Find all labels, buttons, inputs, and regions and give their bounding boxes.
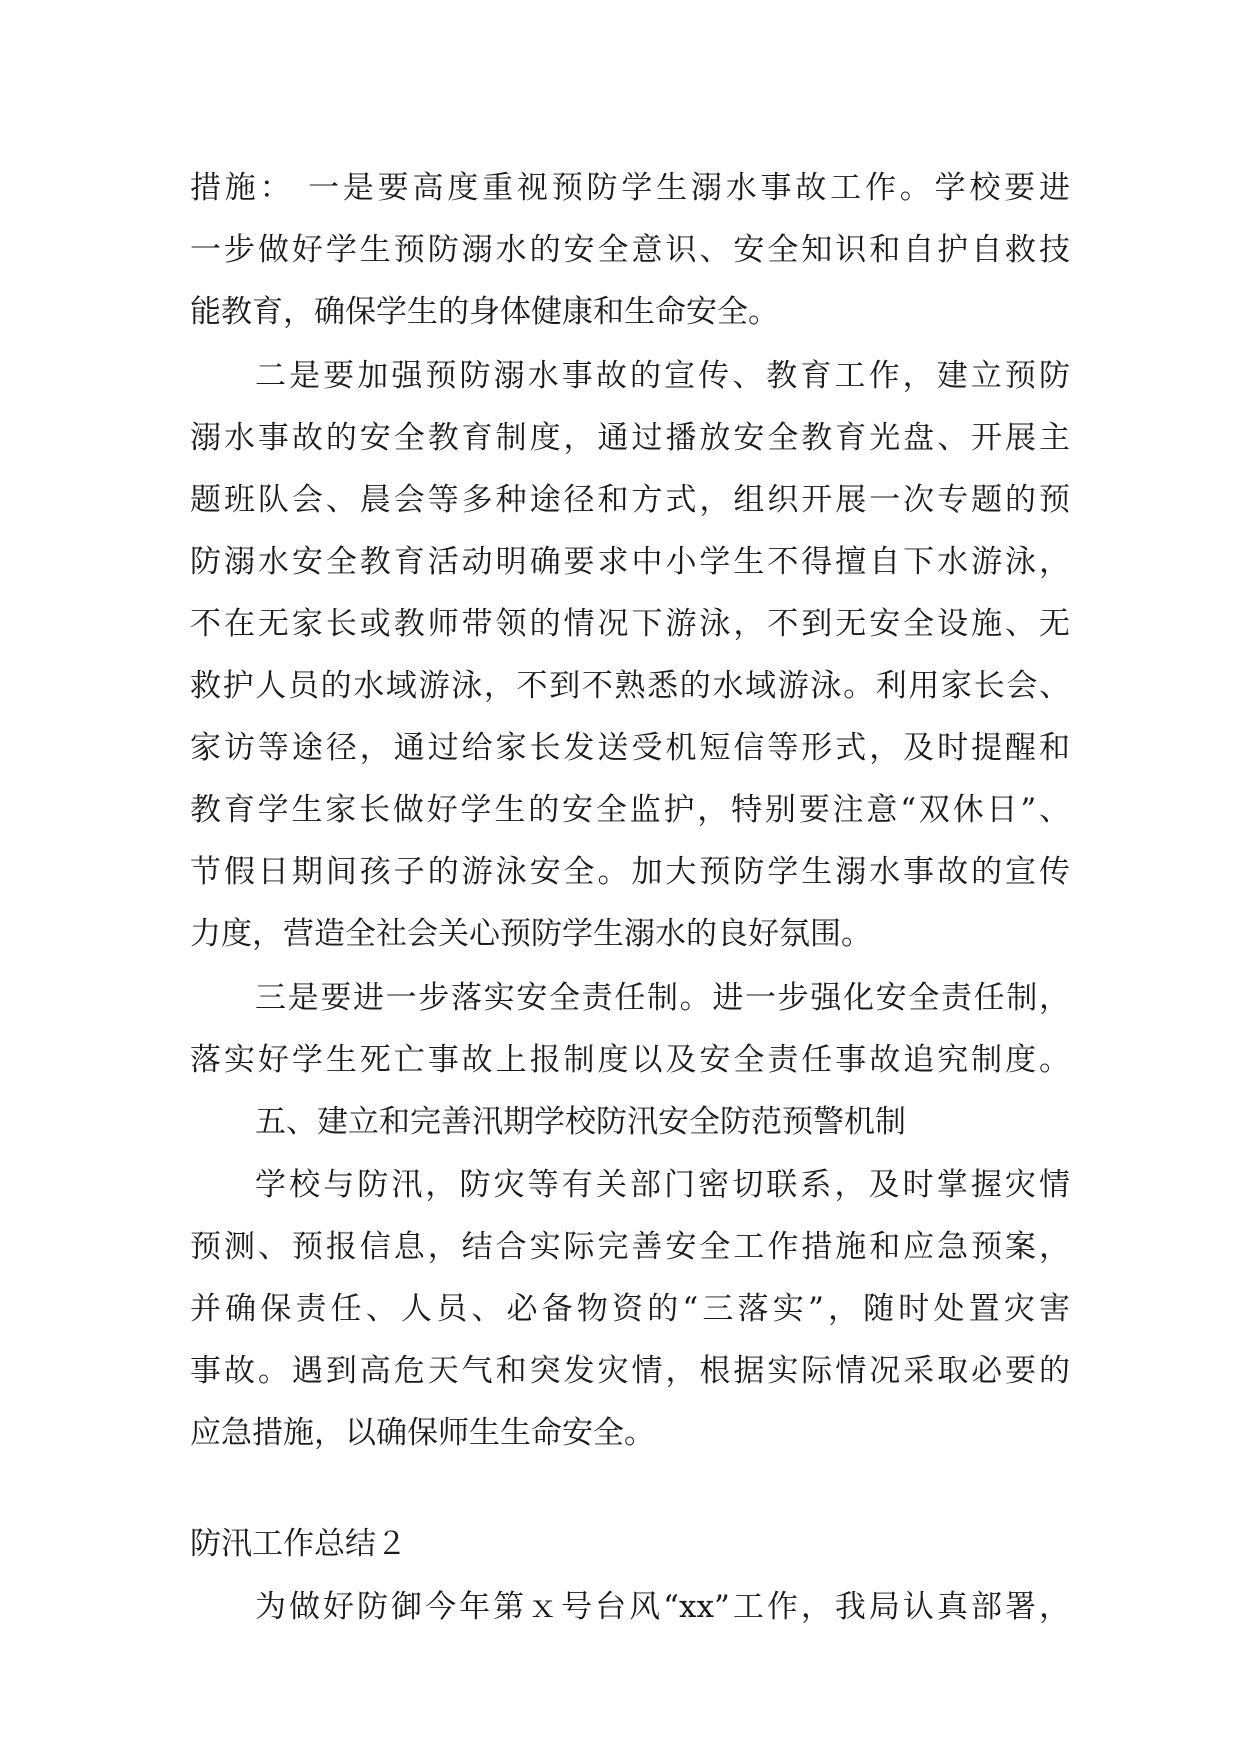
text-line: 应急措施，以确保师生生命安全。 xyxy=(190,1415,655,1451)
text-line: 能教育，确保学生的身体健康和生命安全。 xyxy=(190,294,779,330)
text-line: 一步做好学生预防溺水的安全意识、安全知识和自护自救技 xyxy=(190,232,1070,268)
document-title: 防汛工作总结２ xyxy=(190,1526,407,1562)
text-line: 事故。遇到高危天气和突发灾情，根据实际情况采取必要的 xyxy=(190,1353,1070,1389)
text-line: 二是要加强预防溺水事故的宣传、教育工作，建立预防 xyxy=(255,358,1070,394)
text-line: 预测、预报信息，结合实际完善安全工作措施和应急预案， xyxy=(190,1229,1070,1265)
text-line: 为做好防御今年第ｘ号台风“xx”工作，我局认真部署， xyxy=(255,1589,1070,1625)
text-line: 不在无家长或教师带领的情况下游泳，不到无安全设施、无 xyxy=(190,606,1070,642)
text-line: 题班队会、晨会等多种途径和方式，组织开展一次专题的预 xyxy=(190,482,1070,518)
text-line: 力度，营造全社会关心预防学生溺水的良好氛围。 xyxy=(190,916,872,952)
text-line: 溺水事故的安全教育制度，通过播放安全教育光盘、开展主 xyxy=(190,420,1070,456)
text-line: 落实好学生死亡事故上报制度以及安全责任事故追究制度。 xyxy=(190,1042,1070,1078)
text-line: 教育学生家长做好学生的安全监护，特别要注意“双休日”、 xyxy=(190,792,1070,828)
text-line: 并确保责任、人员、必备物资的“三落实”，随时处置灾害 xyxy=(190,1291,1070,1327)
section-heading: 五、建立和完善汛期学校防汛安全防范预警机制 xyxy=(255,1104,906,1140)
text-line: 防溺水安全教育活动明确要求中小学生不得擅自下水游泳， xyxy=(190,544,1070,580)
text-line: 学校与防汛，防灾等有关部门密切联系，及时掌握灾情 xyxy=(255,1167,1070,1203)
text-line: 节假日期间孩子的游泳安全。加大预防学生溺水事故的宣传 xyxy=(190,854,1070,890)
text-line: 救护人员的水域游泳，不到不熟悉的水域游泳。利用家长会、 xyxy=(190,668,1070,704)
text-line: 三是要进一步落实安全责任制。进一步强化安全责任制， xyxy=(255,980,1070,1016)
text-line: 措施： 一是要高度重视预防学生溺水事故工作。学校要进 xyxy=(190,170,1070,206)
text-line: 家访等途径，通过给家长发送受机短信等形式，及时提醒和 xyxy=(190,730,1070,766)
